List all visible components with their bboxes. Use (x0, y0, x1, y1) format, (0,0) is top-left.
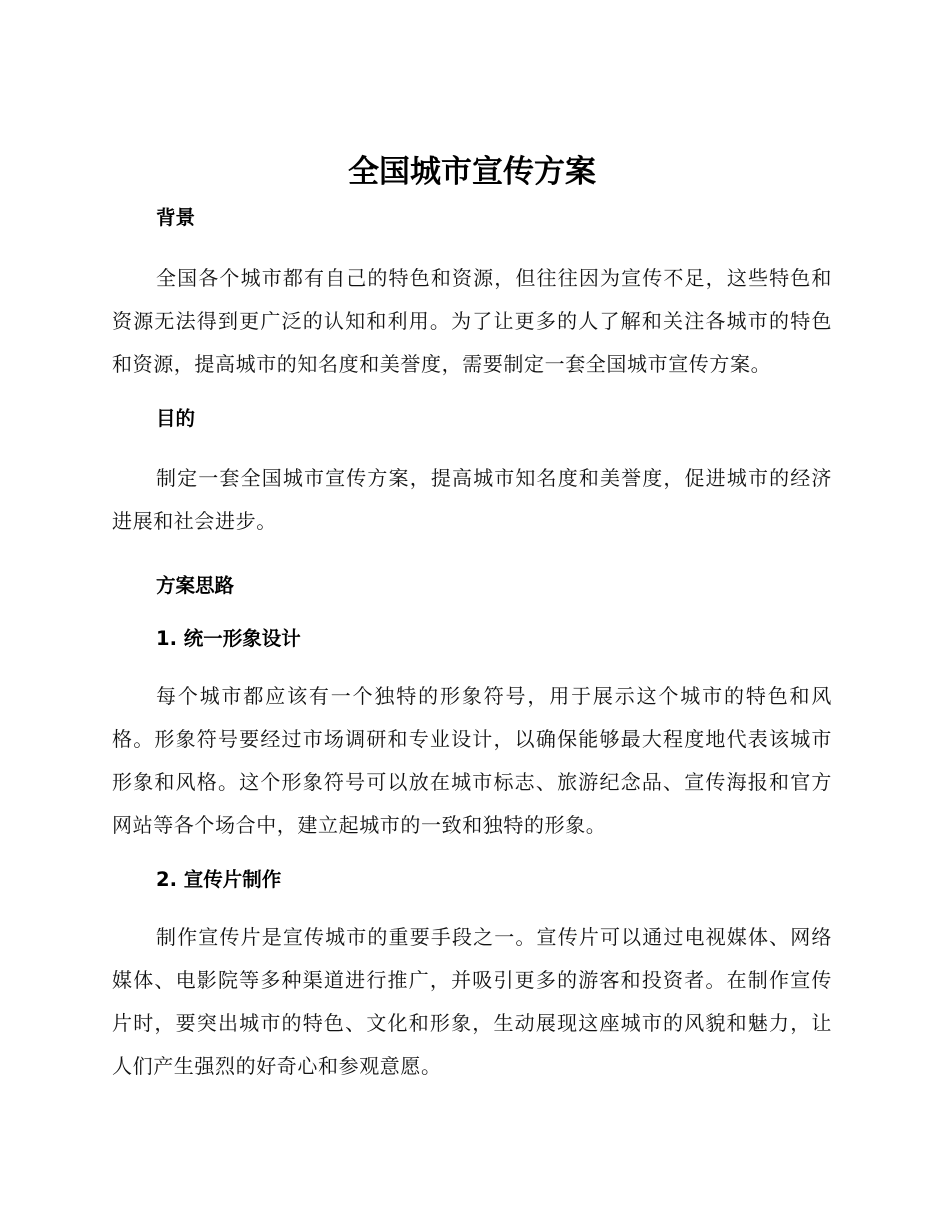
section-paragraph-purpose: 制定一套全国城市宣传方案，提高城市知名度和美誉度，促进城市的经济进展和社会进步。 (112, 466, 832, 533)
subsection-paragraph-image-design: 每个城市都应该有一个独特的形象符号，用于展示这个城市的特色和风格。形象符号要经过市场调研和专业设计，以确保能够最大程度地代表该城市形象和风格。这个形象符号可以放在城市标志、旅游纪念品、宣传海报和官方网站等各个场合中，建立起城市的一致和独特的形象。 (112, 684, 832, 837)
section-paragraph-background: 全国各个城市都有自己的特色和资源，但往往因为宣传不足，这些特色和资源无法得到更广泛的认知和利用。为了让更多的人了解和关注各城市的特色和资源，提高城市的知名度和美誉度，需要制定一套全国城市宣传方案。 (112, 266, 832, 376)
document-page (112, 150, 832, 1088)
subsection-paragraph-promo-video: 制作宣传片是宣传城市的重要手段之一。宣传片可以通过电视媒体、网络媒体、电影院等多种渠道进行推广，并吸引更多的游客和投资者。在制作宣传片时，要突出城市的特色、文化和形象，生动展现这座城市的风貌和魅力，让人们产生强烈的好奇心和参观意愿。 (112, 925, 832, 1078)
section-heading-purpose: 目的 (156, 407, 196, 430)
section-heading-approach: 方案思路 (156, 574, 235, 597)
subsection-heading-image-design: 1. 统一形象设计 (156, 627, 301, 650)
section-heading-background: 背景 (156, 206, 196, 229)
document-title: 全国城市宣传方案 (348, 154, 596, 190)
subsection-heading-promo-video: 2. 宣传片制作 (156, 868, 282, 891)
